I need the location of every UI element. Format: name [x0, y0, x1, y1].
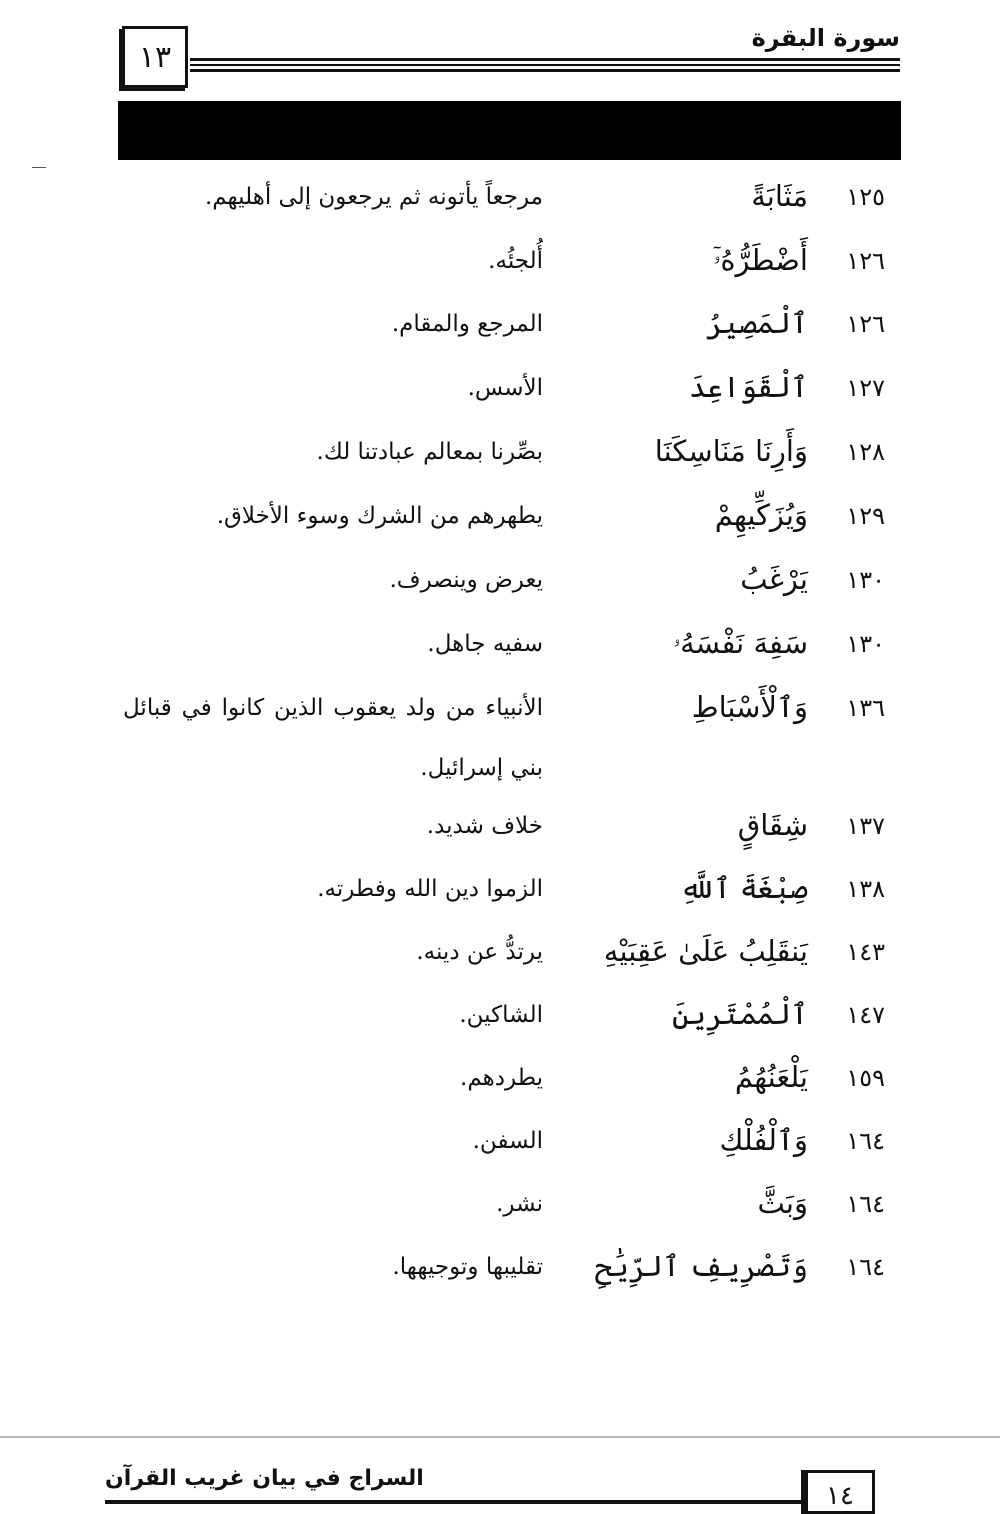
verse-number: ١٤٣ [846, 938, 885, 966]
next-page-number: ١٤ [805, 1470, 875, 1514]
glossary-entry [0, 1249, 1000, 1313]
book-title: السراج في بيان غريب القرآن [105, 1466, 424, 1491]
word-meaning: يعرض وينصرف. [389, 567, 543, 593]
word-meaning: نشر. [496, 1191, 543, 1217]
verse-number: ١٥٩ [846, 1064, 885, 1092]
verse-number: ١٢٥ [846, 183, 885, 211]
page-break-line [0, 1436, 1000, 1438]
word-meaning: يرتدُّ عن دينه. [416, 939, 543, 965]
verse-number: ١٢٧ [846, 374, 885, 402]
quran-word: وَٱلْأَسْبَاطِ [691, 690, 808, 724]
verse-number: ١٢٨ [846, 438, 885, 466]
word-meaning: تقليبها وتوجيهها. [392, 1254, 543, 1280]
word-meaning: الأنبياء من ولد يعقوب الذين كانوا في قبائل بني إسرائيل. [123, 695, 543, 781]
quran-word: وَتَصْرِيفِ ٱلرِّيَٰحِ [594, 1249, 808, 1283]
word-meaning: الأسس. [467, 375, 543, 401]
verse-number: ١٤٧ [846, 1001, 885, 1029]
word-meaning: المرجع والمقام. [391, 311, 543, 337]
quran-word: صِبْغَةَ ٱللَّهِ [679, 871, 808, 905]
quran-word: يَرْغَبُ [740, 562, 808, 596]
verse-number: ١٣٠ [846, 566, 885, 594]
quran-word: سَفِهَ نَفْسَهُۥ [672, 626, 808, 660]
verse-number: ١٦٤ [846, 1127, 885, 1155]
quran-word: ٱلْمَصِيرُ [706, 306, 808, 340]
verse-number: ١٦٤ [846, 1253, 885, 1281]
word-meaning: بصِّرنا بمعالم عبادتنا لك. [316, 439, 543, 465]
verse-number: ١٣٠ [846, 630, 885, 658]
footer-rule [105, 1500, 805, 1504]
surah-title: سورة البقرة [751, 24, 900, 52]
word-meaning: يطهرهم من الشرك وسوء الأخلاق. [216, 503, 543, 529]
word-meaning: سفيه جاهل. [427, 631, 543, 657]
quran-word: وَبَثَّ [757, 1186, 808, 1220]
word-meaning: أُلجئُه. [488, 248, 543, 274]
verse-number: ١٢٦ [846, 247, 885, 275]
verse-number: ١٣٧ [846, 812, 885, 840]
verse-number: ١٢٦ [846, 310, 885, 338]
word-meaning: مرجعاً يأتونه ثم يرجعون إلى أهليهم. [204, 184, 543, 210]
quran-word: يَلْعَنُهُمُ [734, 1060, 808, 1094]
word-meaning: خلاف شديد. [426, 813, 543, 839]
verse-number: ١٣٨ [846, 875, 885, 903]
quran-word: مَثَابَةً [751, 179, 808, 213]
quran-word: ٱلْمُمْتَرِينَ [672, 997, 808, 1031]
word-meaning: السفن. [472, 1128, 543, 1154]
quran-word: شِقَاقٍ [737, 808, 808, 842]
verse-number: ١٢٩ [846, 502, 885, 530]
quran-word: يَنقَلِبُ عَلَىٰ عَقِبَيْهِ [603, 934, 808, 968]
word-meaning: الزموا دين الله وفطرته. [317, 876, 543, 902]
verse-number: ١٦٤ [846, 1190, 885, 1218]
quran-word: وَٱلْفُلْكِ [719, 1123, 808, 1157]
verse-number: ١٣٦ [846, 694, 885, 722]
quran-word: ٱلْقَوَاعِدَ [689, 370, 808, 404]
quran-word: وَيُزَكِّيهِمْ [714, 498, 808, 532]
quran-word: وَأَرِنَا مَنَاسِكَنَا [654, 434, 808, 468]
word-meaning: يطردهم. [460, 1065, 543, 1091]
word-meaning: الشاكين. [459, 1002, 543, 1028]
page-number: ١٣ [122, 26, 188, 88]
quran-word: أَضْطَرُّهُۥٓ [713, 243, 808, 277]
